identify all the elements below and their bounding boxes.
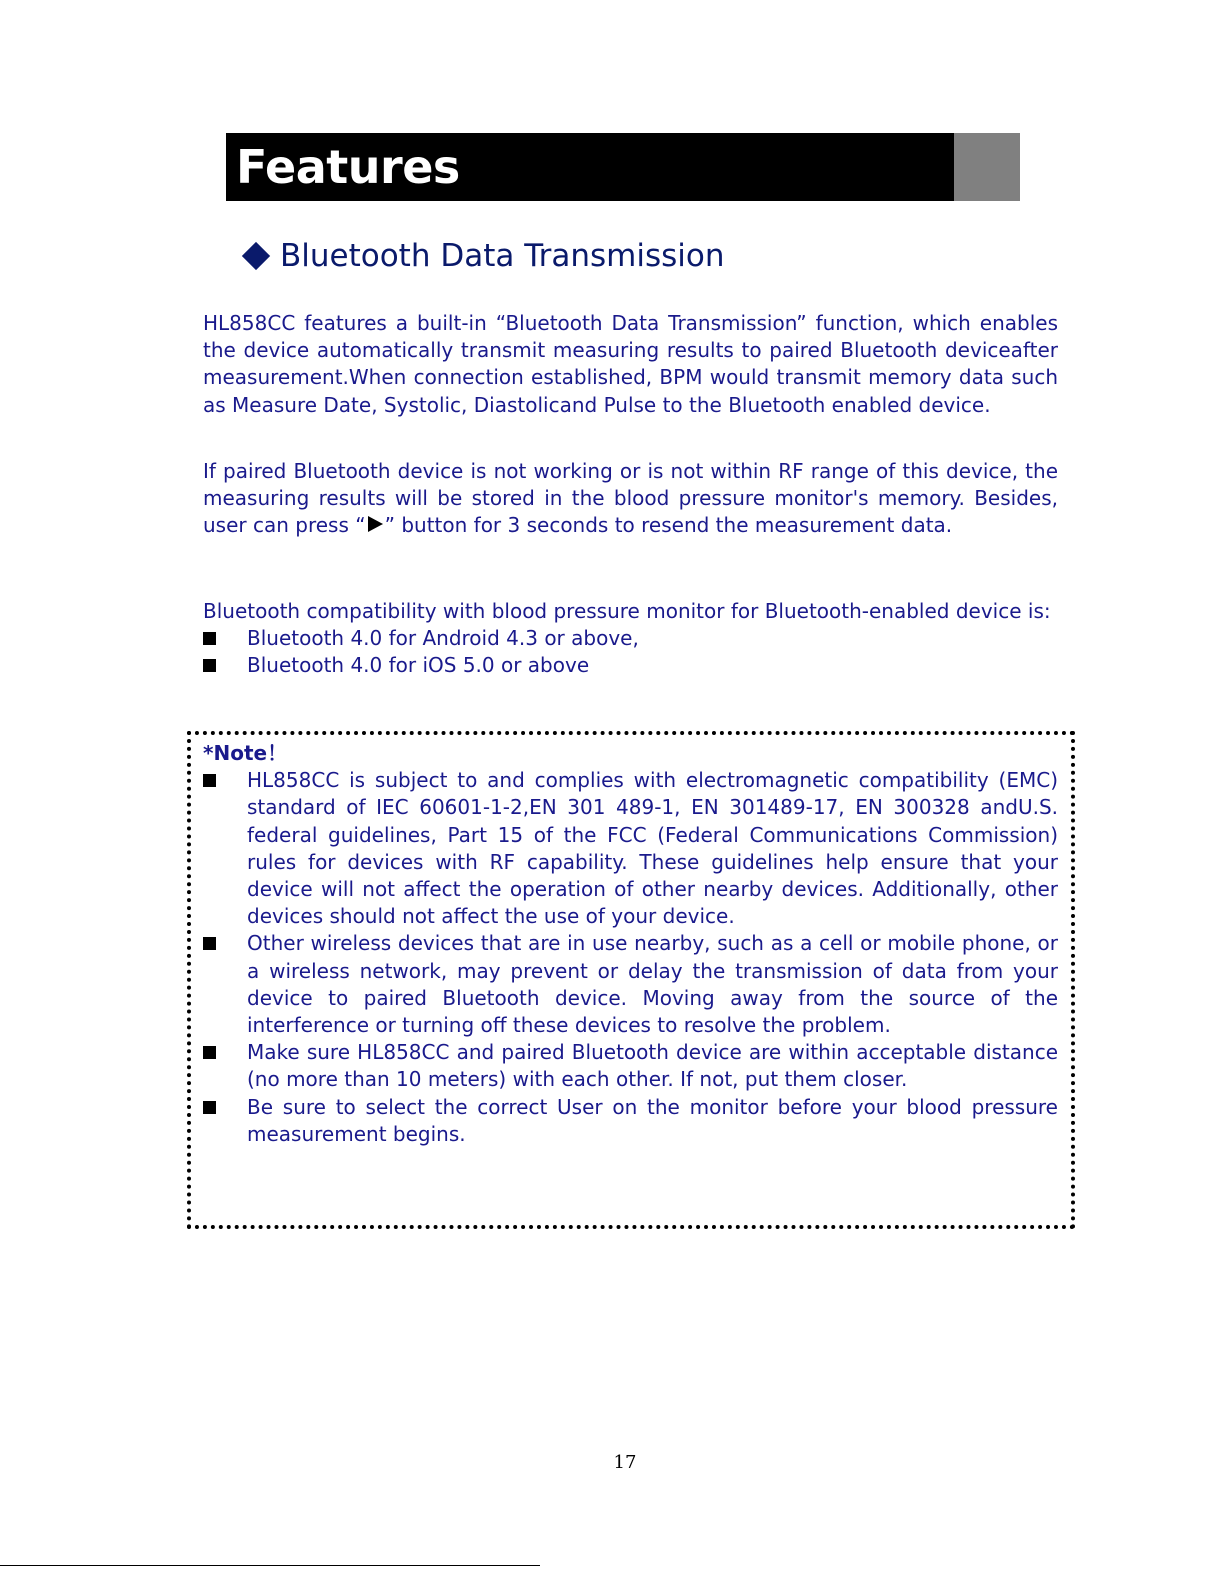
note-list bbox=[203, 767, 1058, 1148]
banner-gray-block bbox=[954, 133, 1020, 201]
list-item: Other wireless devices that are in use nearby, such as a cell or mobile phone, or a wireless network, may prevent or delay the transmission of data from your device to paired Bluetooth device. Moving away from the source of the interference or turning off these devices to resolve the problem. bbox=[203, 930, 1058, 1039]
rf-section bbox=[203, 458, 1058, 540]
list-item: Bluetooth 4.0 for Android 4.3 or above, bbox=[203, 625, 1058, 652]
play-triangle-icon bbox=[368, 516, 383, 532]
features-banner bbox=[226, 133, 1020, 201]
compatibility-section bbox=[203, 598, 1058, 680]
diamond-bullet-icon bbox=[242, 242, 270, 270]
page-number: 17 bbox=[613, 1452, 637, 1473]
list-item: Make sure HL858CC and paired Bluetooth device are within acceptable distance (no more than 10 meters) with each other. If not, put them closer. bbox=[203, 1039, 1058, 1093]
intro-section bbox=[203, 310, 1058, 419]
footer-divider bbox=[0, 1565, 540, 1566]
compatibility-list bbox=[203, 625, 1058, 679]
note-title: *Note！ bbox=[203, 741, 288, 765]
page-title: Features bbox=[236, 140, 460, 194]
section-heading bbox=[240, 234, 724, 278]
list-item: Be sure to select the correct User on the monitor before your blood pressure measurement begins. bbox=[203, 1094, 1058, 1148]
intro-paragraph: HL858CC features a built-in “Bluetooth Data Transmission” function, which enables the device automatically transmit measuring results to paired Bluetooth deviceafter measurement.When connection established, BPM would transmit memory data such as Measure Date, Systolic, Diastolicand Pulse to the Bluetooth enabled device. bbox=[203, 311, 1058, 417]
rf-text-after: ” button for 3 seconds to resend the measurement data. bbox=[384, 513, 953, 538]
rf-paragraph bbox=[203, 458, 1058, 540]
section-heading-text: Bluetooth Data Transmission bbox=[280, 238, 725, 274]
compatibility-intro: Bluetooth compatibility with blood pressure monitor for Bluetooth-enabled device is: bbox=[203, 599, 1051, 623]
list-item: Bluetooth 4.0 for iOS 5.0 or above bbox=[203, 652, 1058, 679]
list-item: HL858CC is subject to and complies with electromagnetic compatibility (EMC) standard of IEC 60601-1-2,EN 301 489-1, EN 301489-17, EN 300328 andU.S. federal guidelines, Part 15 of the FCC (Federal Communications Commission) rules for devices with RF capability. These guidelines help ensure that your device will not affect the operation of other nearby devices. Additionally, other devices should not affect the use of your device. bbox=[203, 767, 1058, 930]
note-section bbox=[203, 740, 1058, 1148]
rf-text-before: If paired Bluetooth device is not working or is not within RF range of this device, the measuring results will be stored in the blood pressure monitor's memory. Besides, user can press “ bbox=[203, 459, 1058, 538]
